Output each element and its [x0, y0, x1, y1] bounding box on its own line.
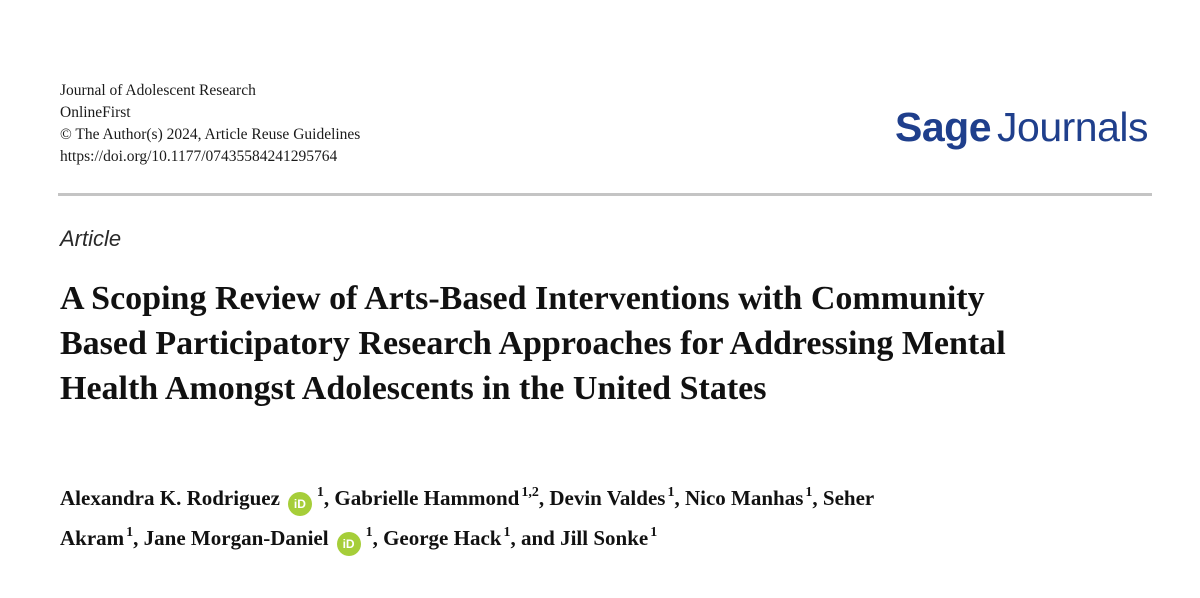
affiliation-marker: 1 [667, 485, 675, 500]
article-type-label: Article [60, 226, 122, 251]
author-name-part-1[interactable]: Seher [822, 486, 875, 510]
author-name[interactable]: Jane Morgan-Daniel [143, 526, 329, 550]
doi-link[interactable]: https://doi.org/10.1177/07435584241295764 [60, 148, 338, 165]
publication-status: OnlineFirst [60, 104, 131, 121]
author-name[interactable]: Gabrielle Hammond [334, 486, 520, 510]
author-name[interactable]: George Hack [383, 526, 502, 550]
journal-metadata [60, 80, 360, 168]
author-name[interactable]: Nico Manhas [684, 486, 804, 510]
author-name[interactable]: Devin Valdes [549, 486, 666, 510]
article-title [60, 276, 1170, 411]
logo-journals: Journals [997, 104, 1148, 150]
author-name-part-2[interactable]: Akram [60, 526, 125, 550]
title-line-3: Health Amongst Adolescents in the United States [60, 370, 767, 407]
sage-journals-logo[interactable] [895, 104, 1148, 151]
logo-sage: Sage [895, 104, 992, 150]
author-line-1: Alexandra K. Rodriguez $iD^1$, Gabrielle Hammond $^{1,2}$, Devin Valdes $^1$, Nico Manhas $^1$, Seher [60, 476, 1160, 516]
title-line-2: Based Participatory Research Approaches for Addressing Mental [60, 325, 1006, 362]
affiliation-marker: 1 [365, 525, 373, 540]
author-name[interactable]: Alexandra K. Rodriguez [60, 486, 280, 510]
author-line-2: Akram $^1$, Jane Morgan-Daniel $iD^1$, George Hack $^1$, and Jill Sonke $^1$ [60, 516, 1160, 556]
header-divider [58, 193, 1152, 196]
affiliation-marker: 1,2 [521, 485, 539, 500]
orcid-icon[interactable]: iD [288, 492, 312, 516]
affiliation-marker: 1 [805, 485, 813, 500]
affiliation-marker: 1 [126, 525, 134, 540]
affiliation-marker: 1 [503, 525, 511, 540]
author-list [60, 476, 1160, 556]
copyright-line[interactable]: © The Author(s) 2024, Article Reuse Guidelines [60, 126, 361, 143]
orcid-icon[interactable]: iD [337, 532, 361, 556]
affiliation-marker: 1 [316, 485, 324, 500]
author-conjunction: and [520, 526, 555, 550]
affiliation-marker: 1 [650, 525, 658, 540]
journal-name[interactable]: Journal of Adolescent Research [60, 82, 256, 99]
title-line-1: A Scoping Review of Arts-Based Interventions with Community [60, 280, 985, 317]
author-name[interactable]: Jill Sonke [560, 526, 649, 550]
